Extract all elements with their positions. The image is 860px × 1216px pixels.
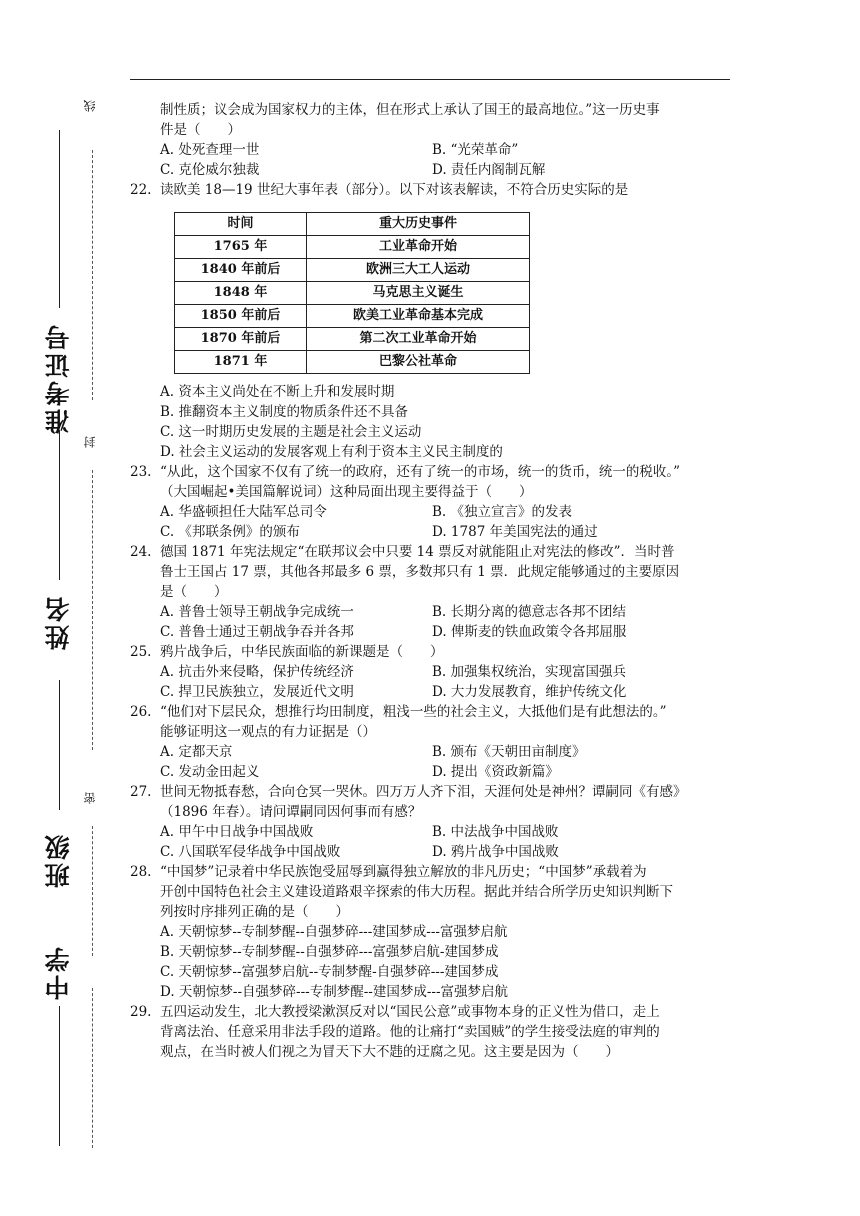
school-line	[59, 1006, 60, 1146]
question-content	[130, 100, 732, 1062]
q27-stem-text: 世间无物抵春愁，合向仓冥一哭休。四万万人齐下泪，天涯何处是神州？谭嗣同《有感》	[160, 784, 687, 800]
q28-option-d: D. 天朝惊梦--自强梦碎---专制梦醒--建国梦成---富强梦启航	[160, 984, 509, 1000]
class-label: 班级	[44, 832, 73, 888]
header-rule	[130, 79, 730, 80]
q21-options-row	[160, 160, 732, 180]
q29-stem-line	[130, 1002, 732, 1022]
q22-number: 22.	[130, 182, 152, 198]
class-line	[59, 680, 60, 810]
table-row	[175, 351, 530, 374]
q29-stem-line: 背离法治、任意采用非法手段的道路。他的让痛打“卖国贼”的学生接受法庭的审判的	[160, 1024, 660, 1040]
name-line	[59, 430, 60, 580]
table-row	[175, 282, 530, 305]
q27-options-row	[160, 822, 732, 842]
q22-stem-text: 读欧美 18—19 世纪大事年表（部分）。以下对该表解读，不符合历史实际的是	[160, 182, 629, 198]
q21-option-b: B. “光荣革命”	[432, 142, 519, 158]
q27-option-b: B. 中法战争中国战败	[432, 824, 559, 840]
q21-option-d: D. 责任内阁制瓦解	[432, 162, 546, 178]
q21-option-a: A. 处死查理一世	[160, 142, 260, 158]
table-header-time: 时间	[175, 213, 307, 236]
table-row	[175, 328, 530, 351]
q26-number: 26.	[130, 704, 152, 720]
q25-option-a: A. 抗击外来侵略，保护传统经济	[160, 664, 354, 680]
q28-stem-line	[130, 862, 732, 882]
q29-number: 29.	[130, 1004, 152, 1020]
q24-option-d: D. 俾斯麦的铁血政策令各邦屈服	[432, 624, 627, 640]
table-cell: 1765 年	[175, 236, 307, 259]
q25-number: 25.	[130, 644, 152, 660]
q27-stem-line: （1896 年春）。请问谭嗣同因何事而有感？	[160, 804, 422, 820]
exam-id-label: 准考证号	[44, 322, 73, 434]
q21-stem-line: 件是（ ）	[160, 122, 241, 138]
q28-number: 28.	[130, 864, 152, 880]
q23-number: 23.	[130, 464, 152, 480]
q24-stem-line: 鲁士王国占 17 票，其他各邦最多 6 票，多数邦只有 1 票．此规定能够通过的主要原因	[160, 564, 680, 580]
q23-option-b: B. 《独立宣言》的发表	[432, 504, 573, 520]
q23-option-d: D. 1787 年美国宪法的通过	[432, 524, 598, 540]
q25-stem-text: 鸦片战争后，中华民族面临的新课题是（ ）	[160, 644, 444, 660]
q27-number: 27.	[130, 784, 152, 800]
q29-stem-text: 五四运动发生，北大教授梁漱溟反对以“国民公意”或事物本身的正义性为借口，走上	[160, 1004, 660, 1020]
table-cell: 欧美工业革命基本完成	[307, 305, 530, 328]
q28-stem-line: 列按时序排列正确的是（ ）	[160, 904, 349, 920]
q27-option-a: A. 甲午中日战争中国战败	[160, 824, 314, 840]
q28-stem-text: “中国梦”记录着中华民族饱受屈辱到赢得独立解放的非凡历史；“中国梦”承载着为	[160, 864, 647, 880]
q22-option-a: A. 资本主义尚处在不断上升和发展时期	[160, 384, 395, 400]
table-cell: 1870 年前后	[175, 328, 307, 351]
q26-stem-line	[130, 702, 732, 722]
q23-option-a: A. 华盛顿担任大陆军总司令	[160, 504, 327, 520]
q27-option-d: D. 鸦片战争中国战败	[432, 844, 559, 860]
school-label: 中学	[44, 944, 73, 1000]
seal-mark-feng: 封	[83, 436, 97, 448]
table-cell: 1850 年前后	[175, 305, 307, 328]
q22-option-c: C. 这一时期历史发展的主题是社会主义运动	[160, 424, 422, 440]
table-cell: 工业革命开始	[307, 236, 530, 259]
table-cell: 马克思主义诞生	[307, 282, 530, 305]
dashed-rule	[92, 470, 93, 750]
table-cell: 1871 年	[175, 351, 307, 374]
table-cell: 欧洲三大工人运动	[307, 259, 530, 282]
table-cell: 第二次工业革命开始	[307, 328, 530, 351]
q24-stem-line: 是（ ）	[160, 584, 228, 600]
q25-options-row	[160, 682, 732, 702]
q28-option-a: A. 天朝惊梦--专制梦醒--自强梦碎---建国梦成---富强梦启航	[160, 924, 508, 940]
table-cell: 1840 年前后	[175, 259, 307, 282]
table-header-event: 重大历史事件	[307, 213, 530, 236]
q21-stem-line: 制性质；议会成为国家权力的主体，但在形式上承认了国王的最高地位。”这一历史事	[160, 102, 660, 118]
q26-stem-text: “他们对下层民众，想推行均田制度，粗浅一些的社会主义，大抵他们是有此想法的。”	[160, 704, 667, 720]
q29-stem-line: 观点，在当时被人们视之为冒天下大不韪的迂腐之见。这主要是因为（ ）	[160, 1044, 619, 1060]
q23-options-row	[160, 502, 732, 522]
table-row	[175, 236, 530, 259]
q22-option-b: B. 推翻资本主义制度的物质条件还不具备	[160, 404, 409, 420]
q23-option-c: C. 《邦联条例》的颁布	[160, 524, 300, 540]
q23-stem-line	[130, 462, 732, 482]
q24-stem-text: 德国 1871 年宪法规定“在联邦议会中只要 14 票反对就能阻止对宪法的修改”．当时普	[160, 544, 675, 560]
q24-option-a: A. 普鲁士领导王朝战争完成统一	[160, 604, 354, 620]
table-cell: 巴黎公社革命	[307, 351, 530, 374]
q24-stem-line	[130, 542, 732, 562]
q26-options-row	[160, 742, 732, 762]
q23-stem-line: （大国崛起•美国篇解说词）这种局面出现主要得益于（ ）	[160, 484, 533, 500]
name-label: 姓名	[44, 594, 73, 650]
table-row	[175, 305, 530, 328]
q24-number: 24.	[130, 544, 152, 560]
q28-option-c: C. 天朝惊梦--富强梦启航--专制梦醒-自强梦碎---建国梦成	[160, 964, 499, 980]
q26-option-d: D. 提出《资政新篇》	[432, 764, 559, 780]
q26-option-c: C. 发动金田起义	[160, 764, 260, 780]
q21-option-c: C. 克伦威尔独裁	[160, 162, 260, 178]
dashed-rule	[92, 988, 93, 1148]
dashed-rule	[92, 150, 93, 400]
exam-id-line	[59, 130, 60, 308]
seal-mark-xian: 线	[83, 100, 97, 112]
q23-stem-text: “从此，这个国家不仅有了统一的政府，还有了统一的市场，统一的货币，统一的税收。”	[160, 464, 681, 480]
q27-stem-line	[130, 782, 732, 802]
q22-events-table	[174, 212, 530, 374]
table-cell: 1848 年	[175, 282, 307, 305]
table-row	[175, 259, 530, 282]
q24-options-row	[160, 602, 732, 622]
q28-stem-line: 开创中国特色社会主义建设道路艰辛探索的伟大历程。据此并结合所学历史知识判断下	[160, 884, 673, 900]
q26-option-b: B. 颁布《天朝田亩制度》	[432, 744, 586, 760]
q27-options-row	[160, 842, 732, 862]
q25-option-d: D. 大力发展教育，维护传统文化	[432, 684, 627, 700]
seal-mark-mi: 密	[83, 792, 97, 804]
q22-option-d: D. 社会主义运动的发展客观上有利于资本主义民主制度的	[160, 444, 503, 460]
q25-options-row	[160, 662, 732, 682]
dashed-rule	[92, 826, 93, 956]
q24-options-row	[160, 622, 732, 642]
q28-option-b: B. 天朝惊梦--专制梦醒--自强梦碎---富强梦启航-建国梦成	[160, 944, 499, 960]
q24-option-c: C. 普鲁士通过王朝战争吞并各邦	[160, 624, 354, 640]
q25-option-b: B. 加强集权统治，实现富国强兵	[432, 664, 627, 680]
q26-stem-line: 能够证明这一观点的有力证据是（）	[160, 724, 376, 740]
q23-options-row	[160, 522, 732, 542]
q27-option-c: C. 八国联军侵华战争中国战败	[160, 844, 341, 860]
q26-option-a: A. 定都天京	[160, 744, 233, 760]
q22-stem	[130, 180, 732, 200]
q21-options-row	[160, 140, 732, 160]
q24-option-b: B. 长期分离的德意志各邦不团结	[432, 604, 627, 620]
q25-stem-line	[130, 642, 732, 662]
q26-options-row	[160, 762, 732, 782]
q25-option-c: C. 捍卫民族独立，发展近代文明	[160, 684, 354, 700]
